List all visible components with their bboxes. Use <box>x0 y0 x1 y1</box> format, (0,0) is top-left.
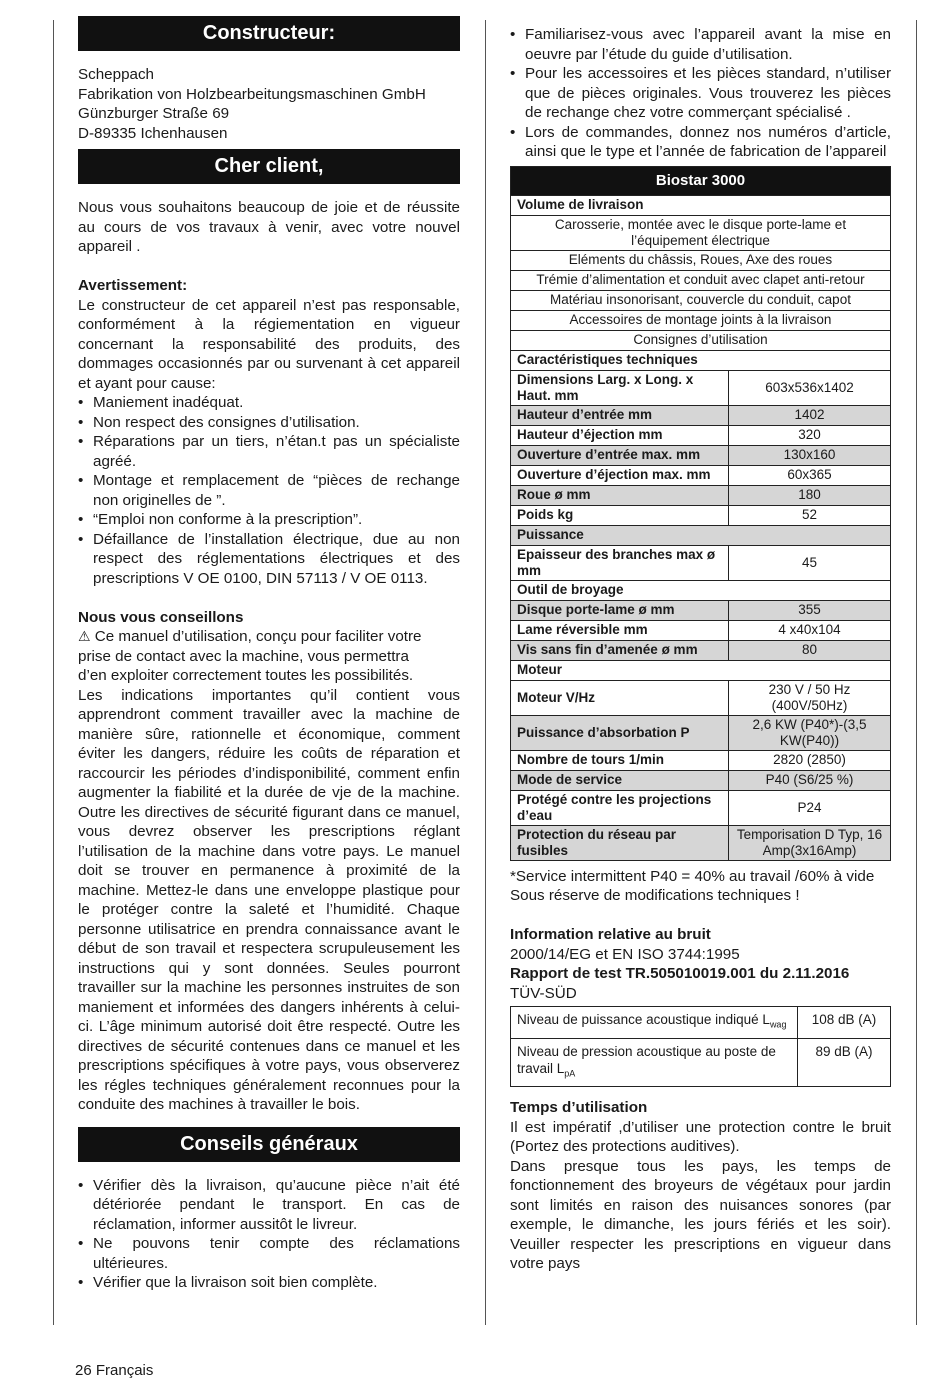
reserve-note: Sous réserve de modifications techniques ! <box>510 887 800 904</box>
list-item: • Lors de commandes, donnez nos numéros d’article, ainsi que le type et l’année de fabrication de l’appareil <box>510 123 891 160</box>
service-note: *Service intermittent P40 = 40% au travail /60% à vide <box>510 867 875 885</box>
table-row: Niveau de pression acoustique au poste de travail $L_{pA}$ 89 dB (A) <box>511 1038 891 1087</box>
table-row: Roue ø mm 180 <box>511 485 891 505</box>
noise-heading: Information relative au bruit <box>510 926 711 943</box>
table-row: Moteur V/Hz 230 V / 50 Hz (400V/50Hz) <box>511 680 891 715</box>
table-row: Niveau de puissance acoustique indiqué $L_{wag}$ 108 dB (A) <box>511 1007 891 1039</box>
table-row: Protégé contre les projections d’eau P24 <box>511 790 891 825</box>
delivery-item: Matériau insonorisant, couvercle du conduit, capot <box>511 290 891 310</box>
section-header: Outil de broyage <box>511 580 891 600</box>
general-heading: Conseils généraux <box>78 1127 460 1162</box>
noise-report: Rapport de test TR.505010019.001 du 2.11.2016 <box>510 965 850 982</box>
constructeur-heading: Constructeur: <box>78 16 460 51</box>
table-row: Ouverture d’éjection max. mm 60x365 <box>511 465 891 485</box>
delivery-item: Accessoires de montage joints à la livraison <box>511 310 891 330</box>
table-row: Hauteur d’éjection mm 320 <box>511 425 891 445</box>
table-row: Puissance d’absorbation P 2,6 KW (P40*)-(3,5 KW(P40)) <box>511 715 891 750</box>
warning-triangle-icon: ⚠ <box>78 628 91 644</box>
noise-lab: TÜV-SÜD <box>510 984 577 1002</box>
intro-list <box>510 25 891 162</box>
section-header: Puissance <box>511 525 891 545</box>
usage-text: Dans presque tous les pays, les temps de fonctionnement des broyeurs de végétaux pour jardin sont limités en raison des nuisances sonores (par exemple, le dimanche, les jours fériés et les soir). Veuiller respecter les prescriptions en vigueur dans votre pays <box>510 1157 891 1273</box>
delivery-item: Consignes d’utilisation <box>511 330 891 350</box>
advice-line: prise de contact avec la machine, vous permettra <box>78 647 409 665</box>
left-column <box>78 16 460 1293</box>
delivery-item: Trémie d’alimentation et conduit avec clapet anti-retour <box>511 270 891 290</box>
list-item: • Défaillance de l’installation électrique, due au non respect des réglementations électriques et des prescriptions V OE 0100, DIN 57113 / V OE 0113. <box>78 530 460 587</box>
table-row: Lame réversible mm 4 x40x104 <box>511 620 891 640</box>
spec-table <box>510 166 891 861</box>
delivery-item: Carosserie, montée avec le disque porte-lame et l’équipement électrique <box>511 215 891 250</box>
list-item: • “Emploi non conforme à la prescription”. <box>78 511 363 528</box>
address-line: Scheppach <box>78 66 154 83</box>
advice-line: d’en exploiter correctement toutes les possibilités. <box>78 667 414 684</box>
usage-heading: Temps d’utilisation <box>510 1099 648 1117</box>
advice-text: Les indications importantes qu’il contient vous apprendront comment travailler avec la machine de manière sûre, rationnelle et économique, comment éviter les dangers, réduire les coûts de réparation et raccourcir les périodes d’indisponibilité, comment enfin augmenter la fiabilité et la durée de vje de la machine. Outre les directives de sécurité figurant dans ce manuel, vous devrez observer les prescriptions réglant l’utilisation de la machine dans votre pays. Le manuel doit se trouver en permanence à proximité de la machine. Mettez-le dans une enveloppe plastique pour le protéger contre la saleté et l’humidité. Chaque personne utilisatrice en prendra connaissance avant le début de son travail et respectera scrupuleusement les instructions qui y sont données. Seules pourront travailler sur la machine les personnes instruites de son maniement et informées des dangers inhérents à celui-ci. L’âge minimum autorisé doit être respecté. Outre les directives de sécurité contenues dans ce manuel et les prescriptions spécifiques à votre pays, vous observerez les régles techniques généralement reconnues pour la conduite des machines à travailler le bois. <box>78 686 460 1113</box>
list-item: • Familiarisez-vous avec l’appareil avant la mise en oeuvre par l’étude du guide d’utilisation. <box>510 26 891 63</box>
list-item: • Vérifier que la livraison soit bien complète. <box>78 1274 378 1291</box>
spec-table-title: Biostar 3000 <box>511 166 891 195</box>
list-item: • Non respect des consignes d’utilisation. <box>78 413 360 431</box>
list-item: • Ne pouvons tenir compte des réclamations ultérieures. <box>78 1235 460 1272</box>
table-row: Nombre de tours 1/min 2820 (2850) <box>511 750 891 770</box>
page-footer: 26 Français <box>75 1362 154 1379</box>
address-line: D-89335 Ichenhausen <box>78 124 228 142</box>
list-item: • Montage et remplacement de “pièces de rechange non originelles de ”. <box>78 472 460 509</box>
table-row: Hauteur d’entrée mm 1402 <box>511 405 891 425</box>
table-row: Vis sans fin d’amenée ø mm 80 <box>511 640 891 660</box>
center-column-rule <box>485 20 486 1325</box>
right-column <box>510 25 891 1274</box>
warning-list <box>78 393 460 588</box>
list-item: • Vérifier dès la livraison, qu’aucune pièce n’ait été détériorée pendant le transport. En cas de réclamation, informer aussitôt le livreur. <box>78 1176 460 1233</box>
table-row: Dimensions Larg. x Long. x Haut. mm 603x536x1402 <box>511 370 891 405</box>
table-row: Disque porte-lame ø mm 355 <box>511 600 891 620</box>
table-row: Epaisseur des branches max ø mm 45 <box>511 545 891 580</box>
usage-text: Il est impératif ,d’utiliser une protection contre le bruit (Portez des protections auditives). <box>510 1118 891 1156</box>
advice-line: ⚠ Ce manuel d’utilisation, conçu pour faciliter votre <box>78 628 422 645</box>
noise-standard: 2000/14/EG et EN ISO 3744:1995 <box>510 945 740 963</box>
delivery-item: Eléments du châssis, Roues, Axe des roues <box>511 250 891 270</box>
list-item: • Réparations par un tiers, n’étan.t pas un spécialiste agréé. <box>78 433 460 470</box>
section-header: Moteur <box>511 660 891 680</box>
list-item: • Pour les accessoires et les pièces standard, n’utiliser que de pièces originales. Vous trouverez les pièces de rechange chez votre commerçant spécialisé . <box>510 65 891 121</box>
address-line: Fabrikation von Holzbearbeitungsmaschinen GmbH <box>78 85 426 103</box>
section-header: Volume de livraison <box>511 195 891 215</box>
warning-text: Le constructeur de cet appareil n’est pas responsable, conformément à la régiementation en vigueur concernant la responsabilité des produits, des dommages occasionnés par ou survenant à cet appareil et ayant pour cause: <box>78 296 460 392</box>
table-row: Ouverture d’entrée max. mm 130x160 <box>511 445 891 465</box>
client-text: Nous vous souhaitons beaucoup de joie et de réussite au cours de vos travaux à venir, avec votre nouvel appareil . <box>78 199 460 255</box>
general-list <box>78 1176 460 1293</box>
client-heading: Cher client, <box>78 149 460 184</box>
noise-table <box>510 1006 891 1087</box>
list-item: • Maniement inadéquat. <box>78 394 244 411</box>
address-line: Günzburger Straße 69 <box>78 105 230 122</box>
advice-heading: Nous vous conseillons <box>78 608 244 626</box>
table-row: Protection du réseau par fusibles Temporisation D Typ, 16 Amp(3x16Amp) <box>511 825 891 860</box>
table-row: Poids kg 52 <box>511 505 891 525</box>
table-row: Mode de service P40 (S6/25 %) <box>511 770 891 790</box>
right-column-rule <box>916 20 917 1325</box>
warning-heading: Avertissement: <box>78 277 188 294</box>
left-column-rule <box>53 20 54 1325</box>
section-header: Caractéristiques techniques <box>511 350 891 370</box>
